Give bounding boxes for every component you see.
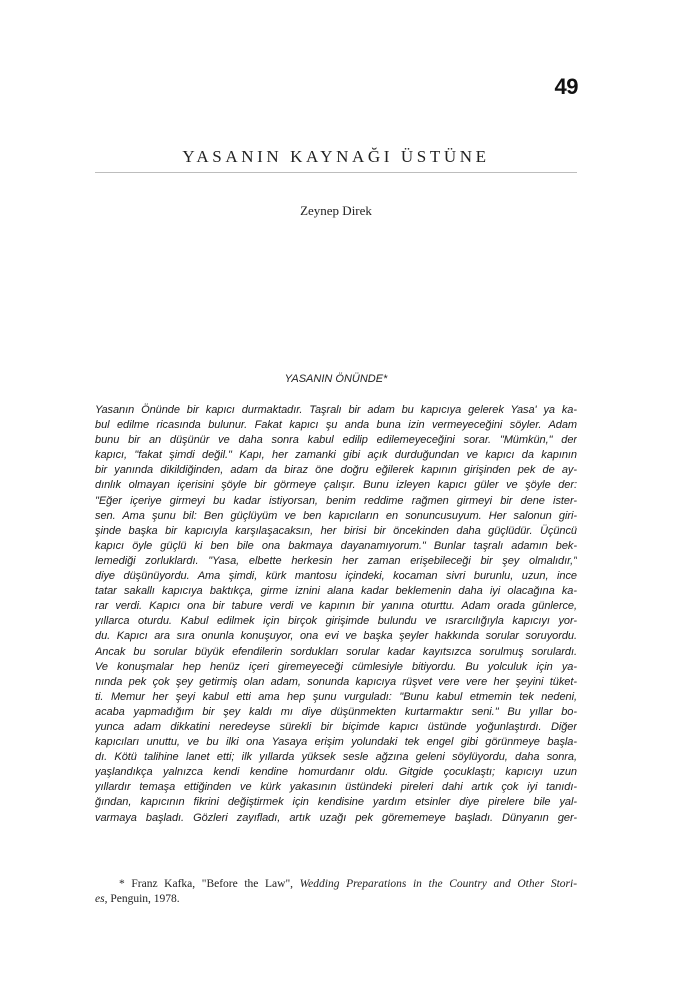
text-line: diye düşünüyordu. Ama şimdi, kürk mantosu içindeki, kocaman sivri burunlu, uzun, ince bbox=[95, 570, 577, 583]
chapter-title: YASANIN KAYNAĞI ÜSTÜNE bbox=[182, 147, 490, 166]
text-line: sen. Ama şunu bil: Ben güçlüyüm ve ben kapıcıların en sonuncusuyum. Her salonun giri- bbox=[95, 509, 577, 522]
text-line: varmaya başladı. Gözleri zayıfladı, artık uzağı pek görememeye başladı. Dünyanın ger- bbox=[95, 811, 577, 824]
footnote-book-title-end: es bbox=[95, 893, 105, 905]
text-line: yıllarca oturdu. Kabul edilmek için birçok girişimde bulundu ve ısrarcılığıyla kapıcıyı yor- bbox=[95, 615, 577, 628]
text-line: kapıcı, "fakat şimdi değil." Kapı, her zamanki gibi açık durduğundan ve kapıcı da kapının bbox=[95, 449, 577, 462]
text-line: rar verdi. Kapıcı ona bir tabure verdi ve kapının bir yanına oturttu. Adam orada günlerce, bbox=[95, 600, 577, 613]
body-text bbox=[95, 403, 577, 826]
text-line: bir yanında dikildiğinden, adam da biraz öne doğru eğilerek kapının girişinden pek de ay- bbox=[95, 464, 577, 477]
text-line: nında pek çok şey getirmiş olan adam, sonunda kapıcıya rüşvet vere vere her şeyini tüket- bbox=[95, 675, 577, 688]
text-line: Ve konuşmalar hep henüz içeri giremeyeceği cümlesiyle bitiyordu. Bu yolculuk için ya- bbox=[95, 660, 577, 673]
text-line: ti. Memur her şeyi kabul etti ama hep şunu vurguladı: "Bunu kabul etmemin tek nedeni, bbox=[95, 690, 577, 703]
text-line: dı. Kötü talihine lanet etti; ilk yıllarda yüksek sesle ağzına geleni söylüyordu, daha sonra, bbox=[95, 751, 577, 764]
text-line: Yasanın Önünde bir kapıcı durmaktadır. Taşralı bir adam bu kapıcıya gelerek Yasa' ya ka- bbox=[95, 404, 577, 416]
title-divider bbox=[95, 172, 577, 173]
author-name: Zeynep Direk bbox=[300, 203, 372, 218]
text-line: bunu bir an düşünür ve daha sonra kabul edilip edilemeyeceğini sorar. "Mümkün," der bbox=[95, 434, 577, 447]
text-line: dınlık olmayan içerisini şöyle bir görmeye çalışır. Bunu izleyen kapıcı güler ve şöyle der: bbox=[95, 479, 577, 492]
text-line: du. Kapıcı ara sıra onunla konuşuyor, ona evi ve başka şeyler hakkında sorular soruyordu. bbox=[95, 630, 577, 643]
page-number: 49 bbox=[554, 74, 578, 99]
text-line: yıllardır temaşa ettiğinden ve kürk yakasının üstündeki pireleri dahi artık çok iyi tanıdı- bbox=[95, 781, 577, 794]
footnote-book-title: Wedding Preparations in the Country and Other Stori- bbox=[299, 878, 577, 890]
footnote-citation: Franz Kafka, "Before the Law", bbox=[131, 878, 294, 890]
text-line: kapıcı öyle güçlü ki ben bile ona bakmaya dayanamıyorum." Bunlar taşralı adamın bek- bbox=[95, 539, 577, 552]
text-line: kapıcıları unuttu, ve bu ilki ona Yasaya erişim yolundaki tek engel gibi görünmeye başla- bbox=[95, 736, 577, 749]
text-line: yunca adam dikkatini neredeyse sürekli bir biçimde kapıcı üstünde yoğunlaştırdı. Diğer bbox=[95, 720, 577, 733]
footnote bbox=[95, 877, 577, 907]
text-line: lemediği zorluklardı. "Yasa, elbette herkesin her zaman erişebileceği bir şey olmalıdır," bbox=[95, 554, 577, 567]
section-heading: YASANIN ÖNÜNDE* bbox=[284, 373, 388, 385]
footnote-publisher: , Penguin, 1978. bbox=[104, 893, 180, 905]
text-line: şinde başka bir kapıcıyla karşılaşacaksın, her birisi bir öncekinden daha güçlüdür. Üçüncü bbox=[95, 524, 577, 537]
text-line: "Eğer içeriye girmeyi bu kadar istiyorsan, benim reddime rağmen girmeyi bir dene ister- bbox=[95, 494, 577, 507]
text-line: bul edilme ricasında bulunur. Fakat kapıcı şu anda buna izin vermeyeceğini söyler. Adam bbox=[95, 419, 577, 432]
text-line: tatar sakallı kapıcıya baktıkça, girme iznini alana kadar beklemenin daha iyi olacağına ka- bbox=[95, 585, 577, 598]
footnote-line bbox=[95, 892, 577, 907]
text-line: yaşlandıkça yalnızca kendi kendine homurdanır oldu. Gitgide çocuklaştı; kapıcıyı uzun bbox=[95, 766, 577, 779]
text-line: ğından, kapıcının fikrini değiştirmek için kendisine yardım etsinler diye pirelere bile yal- bbox=[95, 796, 577, 809]
footnote-line bbox=[95, 877, 577, 892]
text-line: acaba yapmadığım bir şey kaldı mı diye düşünmekten kurtarmaktır seni." Bu yıllar bo- bbox=[95, 705, 577, 718]
footnote-marker: * bbox=[119, 878, 125, 890]
text-line: Ancak bu sorular büyük efendilerin sordukları sorular kadar kayıtsızca sorulmuş sorulardı. bbox=[95, 645, 577, 658]
